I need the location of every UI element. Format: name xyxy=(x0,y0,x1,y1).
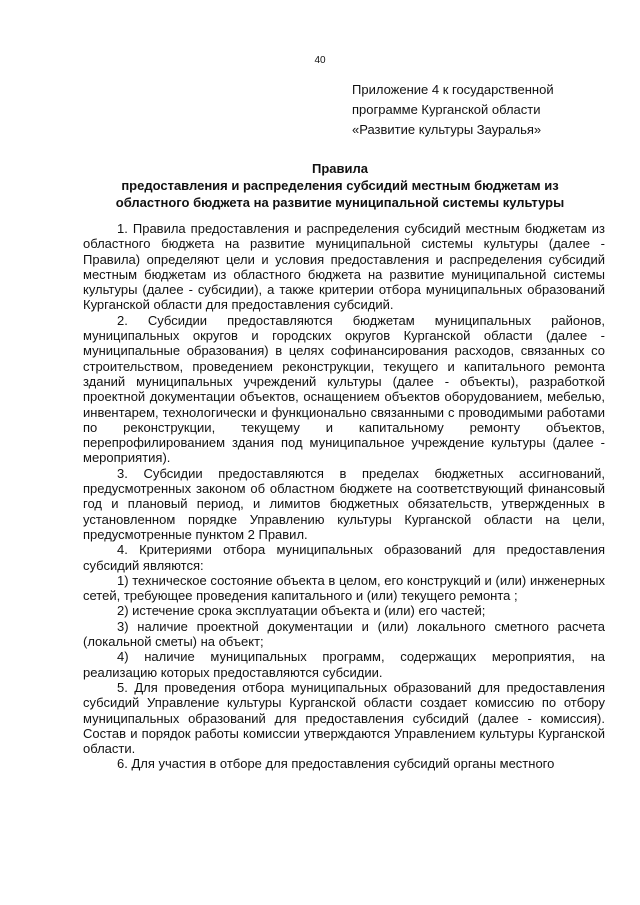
criterion-2: 2) истечение срока эксплуатации объекта и (или) его частей; xyxy=(117,603,486,619)
paragraph-2: 2. Субсидии предоставляются бюджетам муниципальных районов, муниципальных округов и городских округов Курганской области (далее - муниципальные образования) в целях софинансирования расходов, связанных со строительством, проведением реконструкции, текущего и капитального ремонта зданий муниципальных учреждений культуры (далее - объекты), разработкой проектной документации объектов, оснащением объектов оборудованием, мебелью, инвентарем, технологически и функционально связанными с проводимыми работами по реконструкции, текущему и капитальному ремонту объектов, перепрофилированием здания под муниципальное учреждение культуры (далее - мероприятия). xyxy=(83,312,605,466)
criterion-1: 1) техническое состояние объекта в целом, его конструкций и (или) инженерных сетей, требующее проведения капитального и (или) текущего ремонта ; xyxy=(83,572,605,604)
document-body xyxy=(83,221,605,772)
title-line-2: предоставления и распределения субсидий местным бюджетам из xyxy=(121,178,559,193)
title-line-1: Правила xyxy=(312,161,368,176)
paragraph-1: 1. Правила предоставления и распределения субсидий местным бюджетам из областного бюджета на развитие муниципальной системы культуры (далее - Правила) определяют цели и условия предоставления и распределения субсидий местным бюджетам из областного бюджета на развитие муниципальной системы культуры (далее - субсидии), а также критерии отбора муниципальных образований Курганской области для предоставления субсидий. xyxy=(83,221,605,313)
appendix-line-1: Приложение 4 к государственной xyxy=(352,82,554,97)
appendix-line-3: «Развитие культуры Зауралья» xyxy=(352,122,542,137)
criterion-4: 4) наличие муниципальных программ, содержащих мероприятия, на реализацию которых предоставляются субсидии. xyxy=(83,649,605,680)
paragraph-3: 3. Субсидии предоставляются в пределах бюджетных ассигнований, предусмотренных законом об областном бюджете на соответствующий финансовый год и плановый период, и лимитов бюджетных обязательств, утвержденных в установленном порядке Управлению культуры Курганской области на цели, предусмотренные пунктом 2 Правил. xyxy=(83,465,605,542)
appendix-line-2: программе Курганской области xyxy=(352,102,541,117)
appendix-note xyxy=(352,80,612,140)
page-number: 40 xyxy=(314,55,326,66)
title-line-3: областного бюджета на развитие муниципальной системы культуры xyxy=(115,195,565,210)
paragraph-4: 4. Критериями отбора муниципальных образований для предоставления субсидий являются: xyxy=(83,542,605,573)
paragraph-5: 5. Для проведения отбора муниципальных образований для предоставления субсидий Управление культуры Курганской области создает комиссию по отбору муниципальных образований для предоставления субсидий (далее - комиссия). Состав и порядок работы комиссии утверждаются Управлением культуры Курганской области. xyxy=(83,679,605,757)
criterion-3: 3) наличие проектной документации и (или) локального сметного расчета (локальной сметы) на объект; xyxy=(83,618,605,650)
document-title xyxy=(60,160,620,211)
paragraph-6: 6. Для участия в отборе для предоставления субсидий органы местного xyxy=(117,756,555,772)
